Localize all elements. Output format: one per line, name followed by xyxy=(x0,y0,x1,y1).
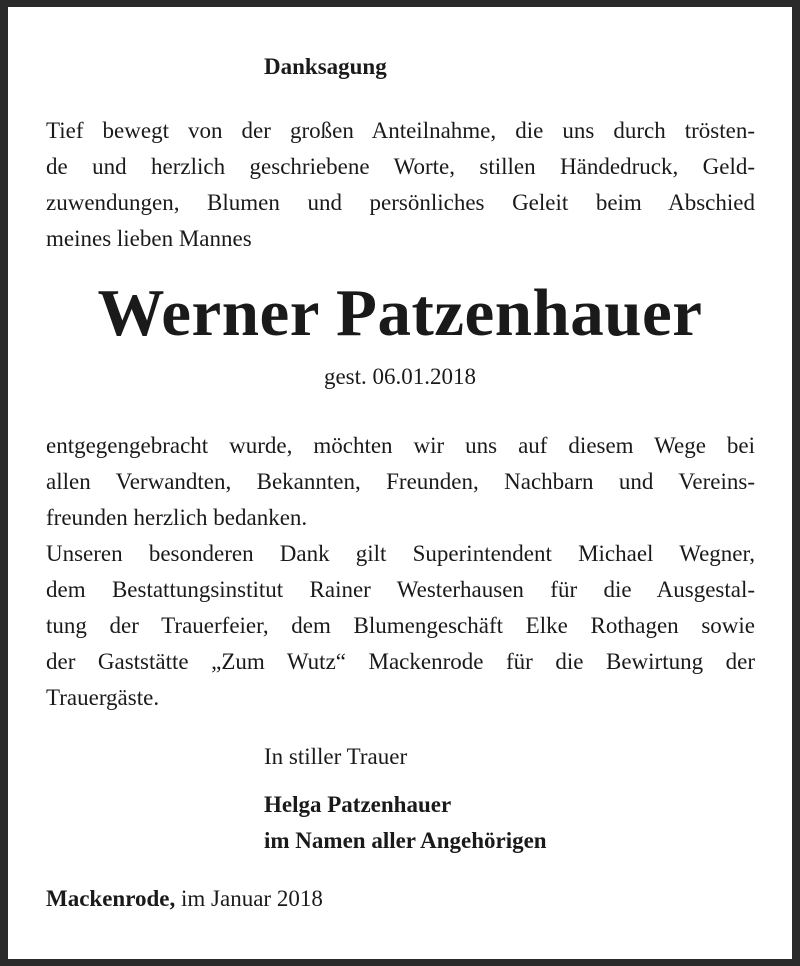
place-date xyxy=(46,886,323,912)
thanks-line: der Gaststätte „Zum Wutz“ Mackenrode für die Bewirtung der xyxy=(46,649,755,674)
thanks-line: dem Bestattungsinstitut Rainer Westerhausen für die Ausgestal- xyxy=(46,577,755,602)
mourning-phrase: In stiller Trauer xyxy=(264,744,408,769)
thanks-line: Unseren besonderen Dank gilt Superintendent Michael Wegner, xyxy=(46,541,755,566)
thanks-line: Trauergäste. xyxy=(46,685,160,710)
thanks-line: tung der Trauerfeier, dem Blumengeschäft Elke Rothagen sowie xyxy=(46,613,755,638)
signature-block xyxy=(264,787,547,859)
intro-paragraph xyxy=(46,113,755,257)
place-name: Mackenrode, xyxy=(46,886,176,911)
death-date: gest. 06.01.2018 xyxy=(323,364,477,389)
intro-line: Tief bewegt von der großen Anteilnahme, die uns durch trösten- xyxy=(46,118,755,143)
intro-line: de und herzlich geschriebene Worte, stillen Händedruck, Geld- xyxy=(46,154,755,179)
thanks-paragraph xyxy=(46,428,755,716)
signer-note: im Namen aller Angehörigen xyxy=(264,828,547,853)
thanks-line: freunden herzlich bedanken. xyxy=(46,505,308,530)
signer-name: Helga Patzenhauer xyxy=(264,792,452,817)
notice-heading: Danksagung xyxy=(264,54,387,79)
date-text: im Januar 2018 xyxy=(181,886,323,911)
intro-line: meines lieben Mannes xyxy=(46,226,252,251)
deceased-name: Werner Patzenhauer xyxy=(97,276,703,350)
thanks-line: entgegengebracht wurde, möchten wir uns auf diesem Wege bei xyxy=(46,433,755,458)
intro-line: zuwendungen, Blumen und persönliches Geleit beim Abschied xyxy=(46,190,755,215)
thanks-line: allen Verwandten, Bekannten, Freunden, Nachbarn und Vereins- xyxy=(46,469,755,494)
